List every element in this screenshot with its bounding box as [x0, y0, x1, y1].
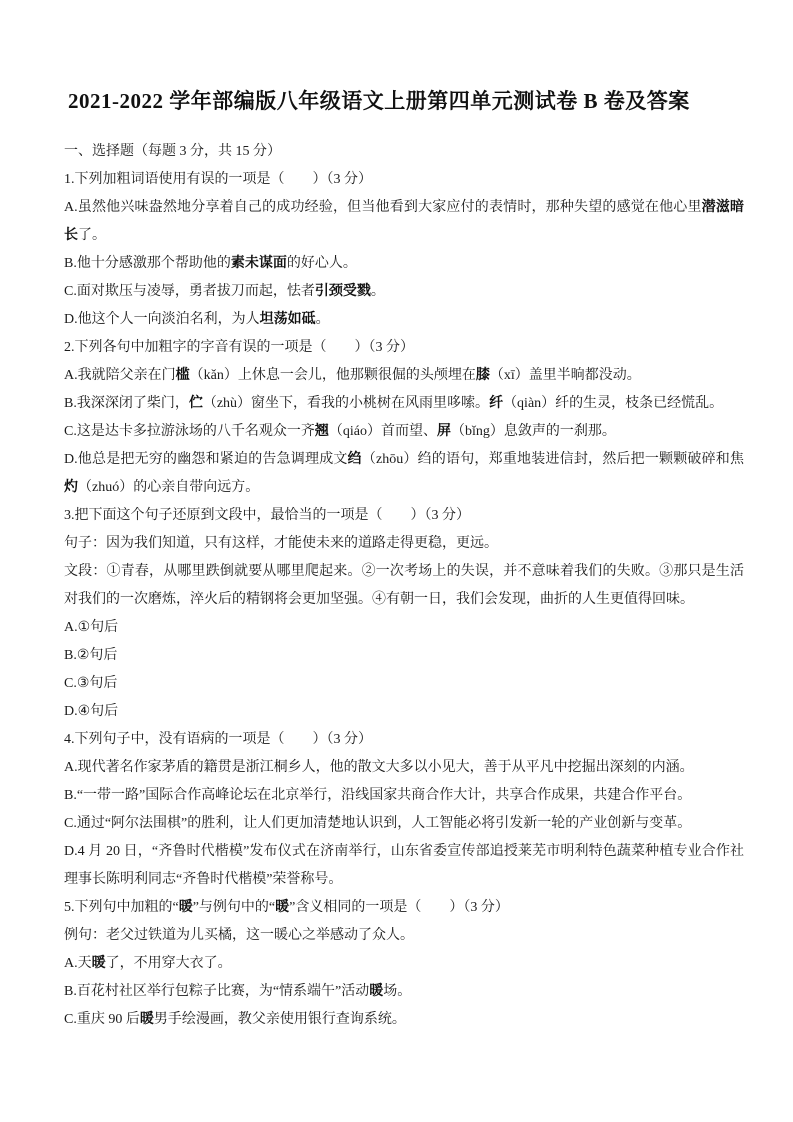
- bold-term: 暖: [275, 900, 290, 915]
- bold-term: 屏: [436, 424, 451, 439]
- text-run: （zhōu）绉的语句，郑重地装进信封，然后把一颗颗破碎和焦: [361, 452, 745, 467]
- text-run: （qiáo）首而望、: [328, 424, 437, 439]
- question-5-stem: [64, 894, 744, 922]
- text-run: ”含义相同的一项是（ ）（3 分）: [289, 900, 509, 915]
- text-run: A.虽然他兴味盎然地分享着自己的成功经验，但当他看到大家应付的表情时，那种失望的感觉在他心里: [64, 200, 702, 215]
- text-run: C.通过“阿尔法围棋”的胜利，让人们更加清楚地认识到，人工智能必将引发新一轮的产业创新与变革。: [64, 816, 692, 831]
- bold-term: 暖: [369, 984, 384, 999]
- question-2-option-C: [64, 418, 744, 446]
- text-run: （xī）盖里半晌都没动。: [489, 368, 641, 383]
- text-run: D.他总是把无穷的幽怨和紧迫的告急调理成文: [64, 452, 348, 467]
- question-5-option-B: [64, 978, 744, 1006]
- question-3-option-D: [64, 698, 744, 726]
- bold-term: 纤: [489, 396, 504, 411]
- text-run: 4.下列句子中，没有语病的一项是（ ）（3 分）: [64, 732, 372, 747]
- question-5-option-C: [64, 1006, 744, 1034]
- question-1-option-A: [64, 194, 744, 250]
- question-2-option-D: [64, 446, 744, 502]
- bold-term: 膝: [475, 368, 490, 383]
- text-run: A.现代著名作家茅盾的籍贯是浙江桐乡人，他的散文大多以小见大，善于从平凡中挖掘出深刻的内涵。: [64, 760, 694, 775]
- bold-term: 灼: [64, 480, 78, 495]
- text-run: 文段：①青春，从哪里跌倒就要从哪里爬起来。②一次考场上的失误，并不意味着我们的失败。③那只是生活对我们的一次磨炼，淬火后的精钢将会更加坚强。④有朝一日，我们会发现，曲折的人生更值得回味。: [64, 564, 744, 607]
- question-3-option-B: [64, 642, 744, 670]
- text-run: （zhù）窗坐下，看我的小桃树在风雨里哆嗦。: [202, 396, 490, 411]
- question-4-stem: [64, 726, 744, 754]
- text-run: 1.下列加粗词语使用有误的一项是（ ）（3 分）: [64, 172, 372, 187]
- text-run: 3.把下面这个句子还原到文段中，最恰当的一项是（ ）（3 分）: [64, 508, 470, 523]
- bold-term: 槛: [175, 368, 190, 383]
- text-run: 一、选择题（每题 3 分，共 15 分）: [64, 144, 281, 159]
- text-run: D.他这个人一向淡泊名利，为人: [64, 312, 260, 327]
- section-header: [64, 138, 744, 166]
- question-1-option-D: [64, 306, 744, 334]
- text-run: B.“一带一路”国际合作高峰论坛在北京举行，沿线国家共商合作大计，共享合作成果，共建合作平台。: [64, 788, 692, 803]
- question-3-extra-2: [64, 558, 744, 614]
- text-run: D.④句后: [64, 704, 119, 719]
- question-3-option-C: [64, 670, 744, 698]
- question-4-option-C: [64, 810, 744, 838]
- document-title: 2021-2022 学年部编版八年级语文上册第四单元测试卷 B 卷及答案: [68, 89, 690, 113]
- text-run: C.面对欺压与凌辱，勇者拔刀而起，怯者: [64, 284, 315, 299]
- text-run: B.百花村社区举行包粽子比赛，为“情系端午”活动: [64, 984, 370, 999]
- bold-term: 素未谋面: [230, 256, 287, 271]
- text-run: 。: [315, 312, 330, 327]
- text-run: D.4 月 20 日，“齐鲁时代楷模”发布仪式在济南举行，山东省委宣传部追授莱芜市明利特色蔬菜种植专业合作社理事长陈明利同志“齐鲁时代楷模”荣誉称号。: [64, 844, 744, 887]
- bold-term: 伫: [188, 396, 203, 411]
- question-2-stem: [64, 334, 744, 362]
- question-5-extra-1: [64, 922, 744, 950]
- bold-term: 暖: [139, 1012, 154, 1027]
- text-run: C.③句后: [64, 676, 118, 691]
- text-run: 2.下列各句中加粗字的字音有误的一项是（ ）（3 分）: [64, 340, 414, 355]
- text-run: 句子：因为我们知道，只有这样，才能使未来的道路走得更稳，更远。: [64, 536, 498, 551]
- bold-term: 潜滋暗长: [64, 200, 745, 243]
- text-run: C.这是达卡多拉游泳场的八千名观众一齐: [64, 424, 315, 439]
- text-run: A.天: [64, 956, 92, 971]
- text-run: 5.下列句中加粗的“: [64, 900, 179, 915]
- question-1-option-B: [64, 250, 744, 278]
- text-run: A.我就陪父亲在门: [64, 368, 176, 383]
- text-run: B.②句后: [64, 648, 118, 663]
- text-run: （zhuó）的心亲自带向远方。: [78, 480, 260, 495]
- text-run: 例句：老父过铁道为儿买橘，这一暖心之举感动了众人。: [64, 928, 414, 943]
- bold-term: 绉: [347, 452, 362, 467]
- text-run: B.他十分感激那个帮助他的: [64, 256, 231, 271]
- question-5-option-A: [64, 950, 744, 978]
- text-run: B.我深深闭了柴门，: [64, 396, 189, 411]
- text-run: （bǐng）息敛声的一刹那。: [450, 424, 616, 439]
- question-4-option-D: [64, 838, 744, 894]
- question-4-option-B: [64, 782, 744, 810]
- document-body: [64, 138, 744, 1034]
- bold-term: 引颈受戮: [314, 284, 371, 299]
- bold-term: 暖: [91, 956, 106, 971]
- text-run: ”与例句中的“: [192, 900, 276, 915]
- question-3-stem: [64, 502, 744, 530]
- bold-term: 翘: [314, 424, 329, 439]
- question-2-option-B: [64, 390, 744, 418]
- question-3-extra-1: [64, 530, 744, 558]
- text-run: C.重庆 90 后: [64, 1012, 140, 1027]
- text-run: 男手绘漫画，教父亲使用银行查询系统。: [153, 1012, 406, 1027]
- text-run: A.①句后: [64, 620, 119, 635]
- text-run: 的好心人。: [286, 256, 357, 271]
- question-3-option-A: [64, 614, 744, 642]
- question-4-option-A: [64, 754, 744, 782]
- text-run: 场。: [383, 984, 412, 999]
- bold-term: 暖: [178, 900, 193, 915]
- text-run: （kǎn）上休息一会儿，他那颗很倔的头颅埋在: [189, 368, 476, 383]
- bold-term: 坦荡如砥: [259, 312, 316, 327]
- question-1-option-C: [64, 278, 744, 306]
- question-1-stem: [64, 166, 744, 194]
- text-run: 。: [370, 284, 385, 299]
- text-run: 了，不用穿大衣了。: [105, 956, 232, 971]
- text-run: （qiàn）纤的生灵，枝条已经慌乱。: [503, 396, 724, 411]
- text-run: 了。: [78, 228, 106, 243]
- question-2-option-A: [64, 362, 744, 390]
